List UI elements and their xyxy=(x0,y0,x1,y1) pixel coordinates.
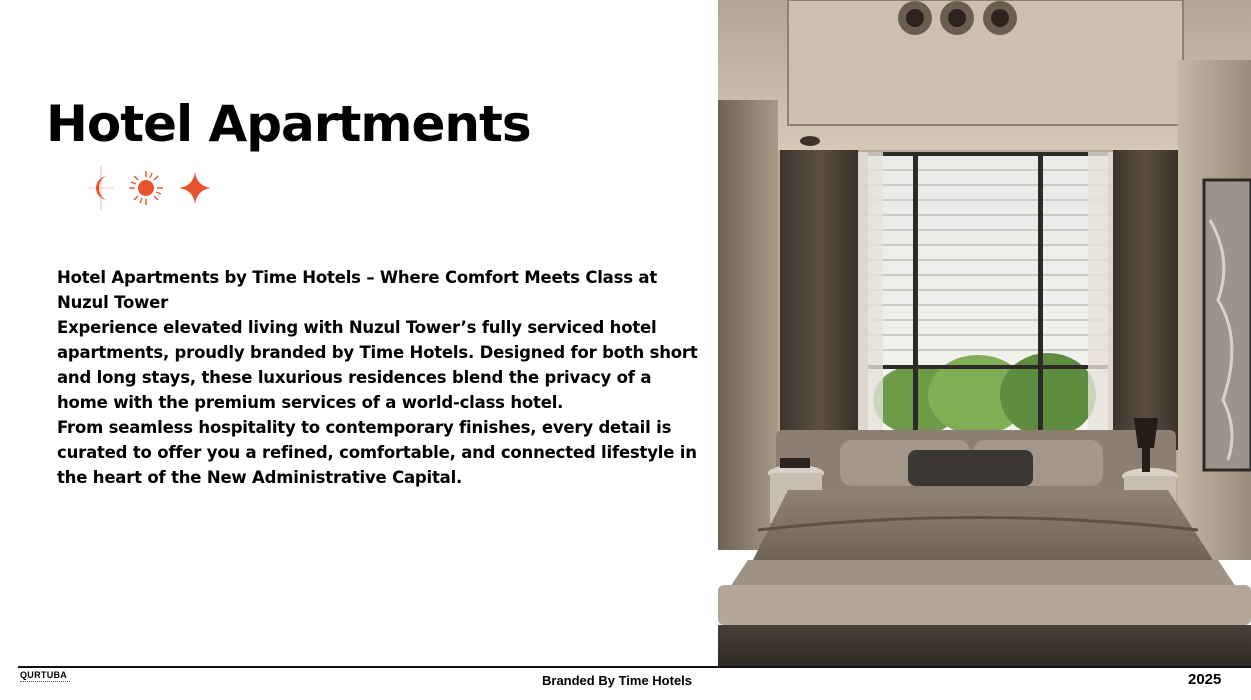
brand-logo-tagline-mark xyxy=(20,681,70,684)
brand-logo: QURTUBA xyxy=(20,670,68,680)
ornament-group xyxy=(84,166,216,210)
description-text xyxy=(57,265,707,490)
description-heading: Hotel Apartments by Time Hotels – Where Comfort Meets Class at Nuzul Tower xyxy=(57,268,658,312)
footer-branding-text: Branded By Time Hotels xyxy=(542,673,693,688)
hotel-bedroom-photo xyxy=(718,0,1251,666)
sun-icon xyxy=(129,171,163,205)
footer-year: 2025 xyxy=(1188,671,1222,688)
footer-divider xyxy=(18,666,1251,668)
description-paragraph: Experience elevated living with Nuzul Tower’s fully serviced hotel apartments, proudly branded by Time Hotels. Designed for both short and long stays, these luxurious residences blend the privacy of a home with the premium services of a world-class hotel. xyxy=(57,318,698,412)
crescent-moon-icon xyxy=(88,166,114,210)
description-paragraph: From seamless hospitality to contemporary finishes, every detail is curated to offer you a refined, comfortable, and connected lifestyle in the heart of the New Administrative Capital. xyxy=(57,418,697,487)
page-title: Hotel Apartments xyxy=(46,95,531,153)
sparkle-star-icon xyxy=(179,172,211,204)
